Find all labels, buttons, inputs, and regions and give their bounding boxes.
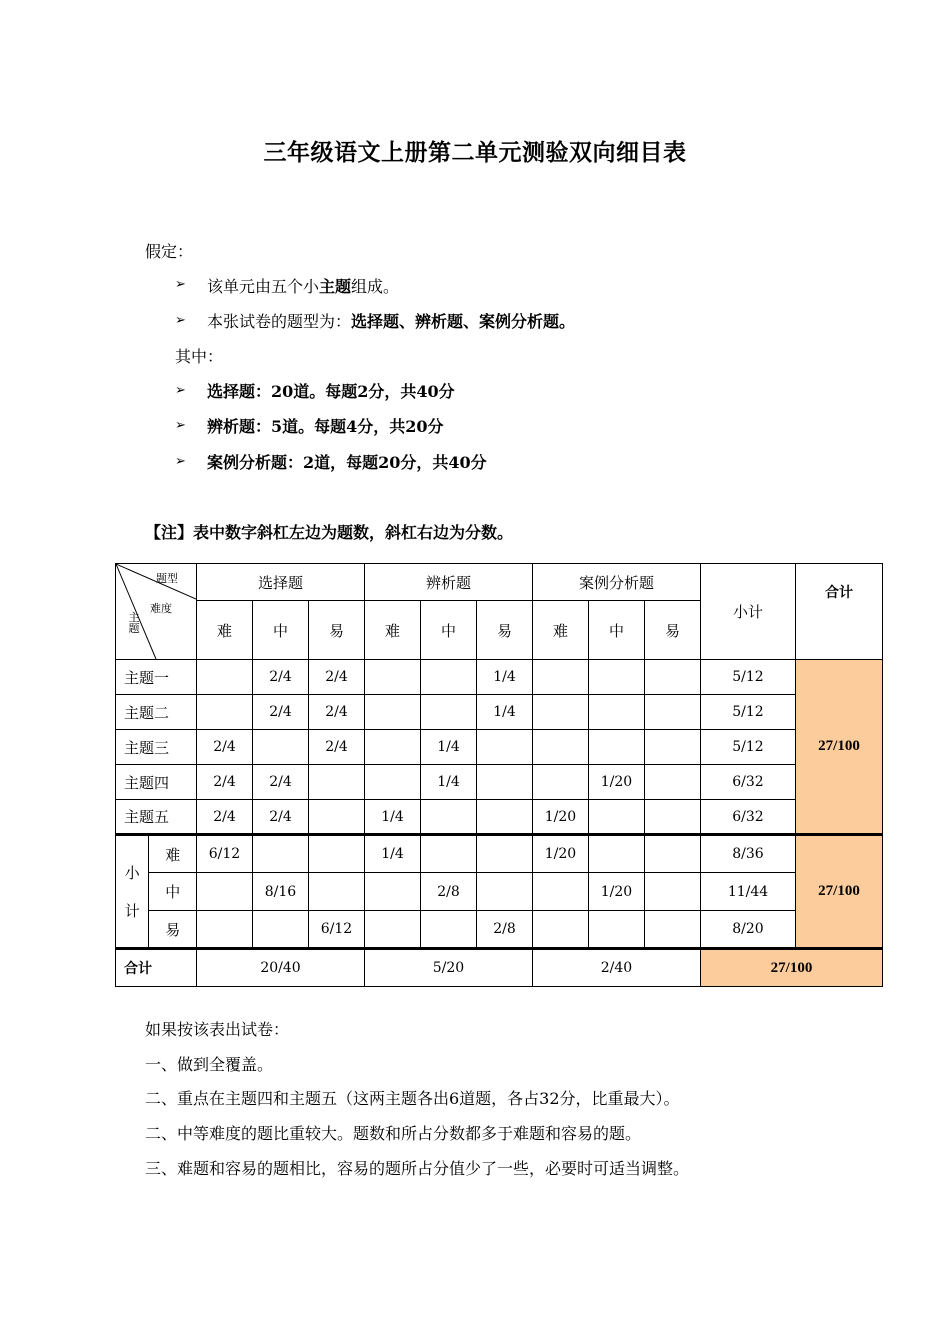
table-cell: [645, 835, 701, 873]
table-cell: [197, 695, 253, 730]
corner-cell: [116, 564, 197, 660]
table-cell: 1/4: [421, 765, 477, 800]
table-cell: [253, 835, 309, 873]
table-cell: 1/20: [533, 800, 589, 835]
table-cell: [477, 800, 533, 835]
subtotal-header: 小计: [701, 564, 796, 660]
table-cell: 1/20: [533, 835, 589, 873]
level-easy: 易: [477, 601, 533, 660]
level-easy: 易: [309, 601, 365, 660]
row-topic-name: 主题五: [116, 800, 197, 835]
table-cell: [365, 660, 421, 695]
detail-case: 案例分析题：2道，每题20分，共40分: [207, 453, 487, 472]
level-total-cell: 27/100: [796, 835, 883, 949]
table-cell: 1/4: [477, 660, 533, 695]
table-cell: 6/12: [309, 911, 365, 949]
row-topic-name: 主题三: [116, 730, 197, 765]
table-row: [116, 835, 883, 873]
table-cell: [589, 911, 645, 949]
table-cell: [533, 873, 589, 911]
bullet-icon: ➢: [175, 277, 186, 292]
sub-level-name: 中: [149, 873, 197, 911]
table-cell: 1/4: [365, 800, 421, 835]
detail-analysis: 辨析题：5道。每题4分，共20分: [207, 417, 444, 436]
conclusion-intro: 如果按该表出试卷：: [145, 1020, 290, 1039]
table-cell: 8/16: [253, 873, 309, 911]
total-header: 合计: [796, 564, 883, 660]
table-cell: 2/8: [477, 911, 533, 949]
table-cell: [365, 730, 421, 765]
row-topic-name: 主题一: [116, 660, 197, 695]
table-cell: [477, 765, 533, 800]
row-subtotal: 5/12: [701, 730, 796, 765]
row-subtotal: 6/32: [701, 765, 796, 800]
table-cell: [309, 873, 365, 911]
table-row: [116, 730, 883, 765]
table-cell: [197, 873, 253, 911]
spec-table: [115, 563, 883, 987]
group-analysis: 辨析题: [365, 564, 533, 601]
table-cell: [365, 695, 421, 730]
table-cell: [589, 695, 645, 730]
table-cell: 6/12: [197, 835, 253, 873]
sub-level-name: 易: [149, 911, 197, 949]
table-cell: [589, 835, 645, 873]
table-row: [116, 800, 883, 835]
subtotal-vertical-label: 小 计: [116, 835, 149, 949]
table-cell: [309, 765, 365, 800]
table-cell: [477, 835, 533, 873]
corner-difficulty-label: 难度: [150, 602, 172, 615]
table-cell: 2/4: [197, 730, 253, 765]
table-cell: [589, 800, 645, 835]
table-cell: 2/4: [197, 800, 253, 835]
table-note: 【注】表中数字斜杠左边为题数，斜杠右边为分数。: [145, 523, 514, 542]
bullet-icon: ➢: [175, 313, 186, 328]
table-cell: [589, 730, 645, 765]
conclusion-item: 一、做到全覆盖。: [145, 1055, 274, 1074]
topic-total-cell: 27/100: [796, 660, 883, 835]
level-easy: 易: [645, 601, 701, 660]
assumption-label: 假定：: [145, 242, 194, 261]
page-title: 三年级语文上册第二单元测验双向细目表: [263, 140, 687, 166]
table-cell: [197, 911, 253, 949]
total-case: 2/40: [533, 949, 701, 987]
level-hard: 难: [365, 601, 421, 660]
row-topic-name: 主题四: [116, 765, 197, 800]
bullet-icon: ➢: [175, 454, 186, 469]
table-cell: [197, 660, 253, 695]
table-cell: 1/4: [421, 730, 477, 765]
level-medium: 中: [421, 601, 477, 660]
row-topic-name: 主题二: [116, 695, 197, 730]
row-subtotal: 8/20: [701, 911, 796, 949]
total-choice: 20/40: [197, 949, 365, 987]
table-cell: [645, 911, 701, 949]
table-cell: 1/4: [365, 835, 421, 873]
table-cell: 1/20: [589, 873, 645, 911]
row-subtotal: 8/36: [701, 835, 796, 873]
total-analysis: 5/20: [365, 949, 533, 987]
detail-choice: 选择题：20道。每题2分，共40分: [207, 382, 455, 401]
table-cell: [645, 765, 701, 800]
table-cell: [421, 911, 477, 949]
table-cell: [309, 800, 365, 835]
bullet-icon: ➢: [175, 418, 186, 433]
assumption-1: 该单元由五个小主题组成。: [207, 277, 400, 296]
table-cell: [533, 695, 589, 730]
among-label: 其中：: [175, 347, 224, 366]
table-row: [116, 765, 883, 800]
sub-level-name: 难: [149, 835, 197, 873]
table-row: [116, 911, 883, 949]
corner-topic-label: 主题: [128, 611, 140, 635]
table-cell: [253, 911, 309, 949]
corner-type-label: 题型: [156, 572, 178, 585]
table-cell: [421, 660, 477, 695]
bullet-icon: ➢: [175, 383, 186, 398]
table-cell: 2/4: [197, 765, 253, 800]
table-cell: 2/4: [309, 695, 365, 730]
total-row-label: 合计: [116, 949, 197, 987]
table-cell: [421, 835, 477, 873]
table-cell: [477, 873, 533, 911]
table-cell: [645, 730, 701, 765]
table-cell: [645, 695, 701, 730]
grand-total: 27/100: [701, 949, 883, 987]
table-cell: [365, 765, 421, 800]
table-cell: [533, 911, 589, 949]
conclusion-item: 二、中等难度的题比重较大。题数和所占分数都多于难题和容易的题。: [145, 1124, 642, 1143]
group-case: 案例分析题: [533, 564, 701, 601]
table-cell: 2/4: [253, 660, 309, 695]
table-cell: 2/4: [253, 765, 309, 800]
row-subtotal: 5/12: [701, 660, 796, 695]
table-cell: 1/20: [589, 765, 645, 800]
table-cell: [253, 730, 309, 765]
total-row: [116, 949, 883, 987]
row-subtotal: 6/32: [701, 800, 796, 835]
table-cell: 2/4: [253, 695, 309, 730]
group-choice: 选择题: [197, 564, 365, 601]
table-cell: [589, 660, 645, 695]
table-cell: [533, 765, 589, 800]
table-cell: [421, 800, 477, 835]
level-hard: 难: [197, 601, 253, 660]
table-cell: [533, 660, 589, 695]
table-row: [116, 695, 883, 730]
table-cell: 2/4: [309, 730, 365, 765]
level-hard: 难: [533, 601, 589, 660]
table-cell: [365, 873, 421, 911]
level-medium: 中: [589, 601, 645, 660]
table-cell: [309, 835, 365, 873]
row-subtotal: 11/44: [701, 873, 796, 911]
row-subtotal: 5/12: [701, 695, 796, 730]
table-cell: 2/4: [253, 800, 309, 835]
assumption-2: 本张试卷的题型为：选择题、辨析题、案例分析题。: [207, 312, 576, 331]
table-cell: 2/4: [309, 660, 365, 695]
conclusion-item: 二、重点在主题四和主题五（这两主题各出6道题，各占32分，比重最大）。: [145, 1089, 680, 1108]
table-cell: [533, 730, 589, 765]
conclusion-item: 三、难题和容易的题相比，容易的题所占分值少了一些，必要时可适当调整。: [145, 1159, 690, 1178]
level-medium: 中: [253, 601, 309, 660]
table-cell: [645, 873, 701, 911]
table-row: [116, 873, 883, 911]
table-cell: [365, 911, 421, 949]
table-cell: [421, 695, 477, 730]
table-row: [116, 660, 883, 695]
table-cell: [645, 800, 701, 835]
table-cell: [477, 730, 533, 765]
table-cell: [645, 660, 701, 695]
table-cell: 2/8: [421, 873, 477, 911]
table-cell: 1/4: [477, 695, 533, 730]
